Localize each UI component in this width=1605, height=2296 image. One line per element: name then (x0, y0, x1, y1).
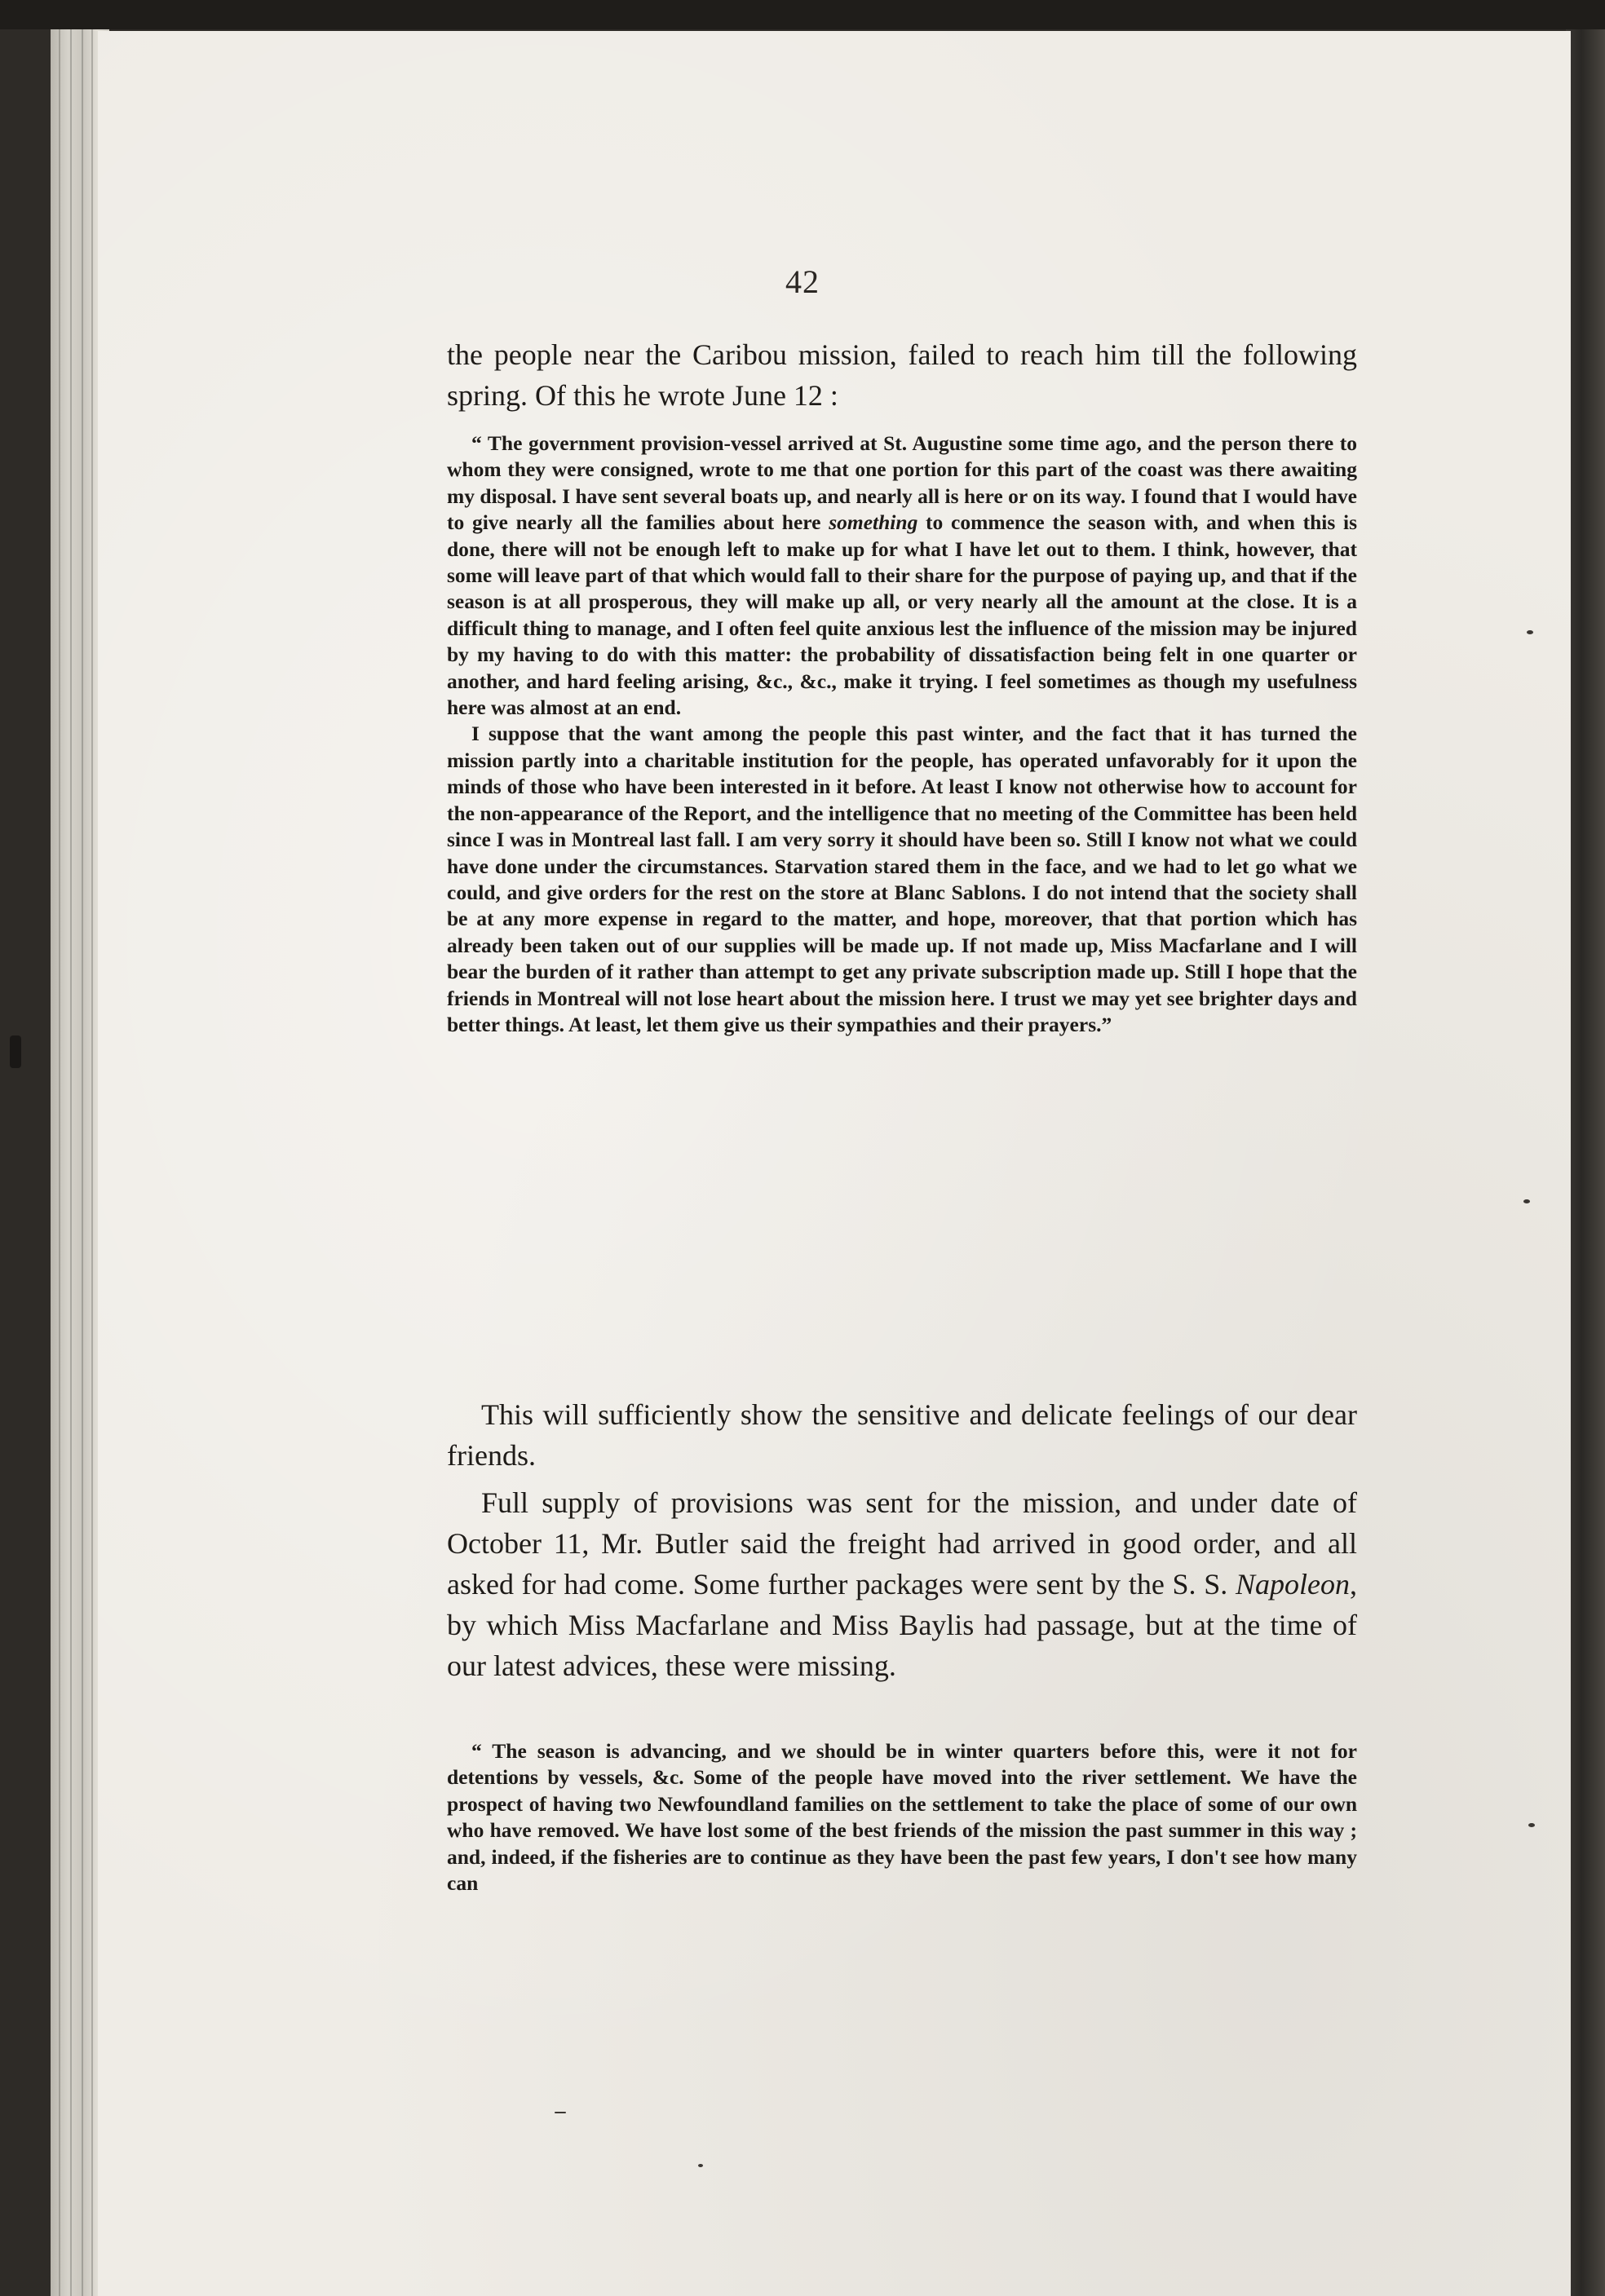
para3-post: , by which Miss Macfarlane and Miss Baylis had passage, but at the time of our latest advices, these were missing. (447, 1568, 1357, 1682)
speck (555, 2112, 566, 2113)
quote1-paragraph-2: I suppose that the want among the people this past winter, and the fact that it has turned the mission partly into a charitable institution for the people, has operated unfavorably for it upon the minds of those who have been interested in it before. At least I know not otherwise how to account for the non-appearance of the Report, and the intelligence that no meeting of the Committee has been held since I was in Montreal last fall. I am very sorry it should have been so. Still I know not what we could have done under the circumstances. Starvation stared them in the face, and we had to let go what we could, and give orders for the rest on the store at Blanc Sablons. I do not intend that the society shall be at any more expense in regard to the matter, and hope, moreover, that that portion which has already been taken out of our supplies will be made up. If not made up, Miss Macfarlane and I will bear the burden of it rather than attempt to get any private subscription made up. Still I hope that the friends in Montreal will not lose heart about the mission here. I trust we may yet see brighter days and better things. At least, let them give us their sympathies and their prayers.” (447, 722, 1357, 1036)
para3-pre: Full supply of provisions was sent for the mission, and under date of October 11, Mr. Butler said the freight had arrived in good order, and all asked for had come. Some further packages were sent by the S. S. (447, 1486, 1357, 1601)
intro-paragraph (447, 334, 1357, 416)
quote1-p1-emphasis: something (829, 510, 918, 535)
paragraph-2 (447, 1394, 1357, 1476)
intro-text: the people near the Caribou mission, failed to reach him till the following spring. Of this he wrote June 12 : (447, 338, 1357, 412)
speck (698, 2164, 703, 2167)
scan-top-border (0, 0, 1605, 29)
quote2-text: “ The season is advancing, and we should be in winter quarters before this, were it not for detentions by vessels, &c. Some of the people have moved into the river settlement. We have the prospect of having two Newfoundland families on the settlement to take the place of some of our own who have removed. We have lost some of the best friends of the mission the past summer in this way ; and, indeed, if the fisheries are to continue as they have been the past few years, I don't see how many can (447, 1739, 1357, 1896)
quote1-p1-post: to commence the season with, and when this is done, there will not be enough left to make up for what I have let out to them. I think, however, that some will leave part of that which would fall to their share for the purpose of paying up, and that if the season is at all prosperous, they will make up all, or very nearly all the amount at the close. It is a difficult thing to manage, and I often feel quite anxious lest the influence of the mission may be injured by my having to do with this matter: the probability of dissatisfaction being felt in one quarter or another, and hard feeling arising, &c., &c., make it trying. I feel sometimes as though my usefulness here was almost at an end. (447, 510, 1358, 720)
speck (1528, 1823, 1535, 1827)
binding-mark (10, 1035, 21, 1068)
paragraph-3 (447, 1482, 1357, 1686)
paragraph-3-text (447, 1482, 1357, 1686)
paragraph-2-text: This will sufficiently show the sensitive and delicate feelings of our dear friends. (447, 1398, 1357, 1472)
speck (1523, 1199, 1530, 1203)
book-right-edge (1566, 29, 1605, 2296)
quote-block-1 (447, 430, 1357, 1038)
page-number: 42 (785, 263, 820, 300)
speck (1527, 630, 1533, 634)
quote1-paragraph-1 (447, 430, 1357, 721)
quote-block-2 (447, 1738, 1357, 1896)
ship-name: Napoleon (1236, 1568, 1350, 1601)
quote1-p1-pre: “ The government provision-vessel arrived at St. Augustine some time ago, and the person there to whom they were consigned, wrote to me that one portion for this part of the coast was there awaiting my disposal. I have sent several boats up, and nearly all is here or on its way. I found that I would have to give nearly all the families about here (447, 431, 1357, 535)
